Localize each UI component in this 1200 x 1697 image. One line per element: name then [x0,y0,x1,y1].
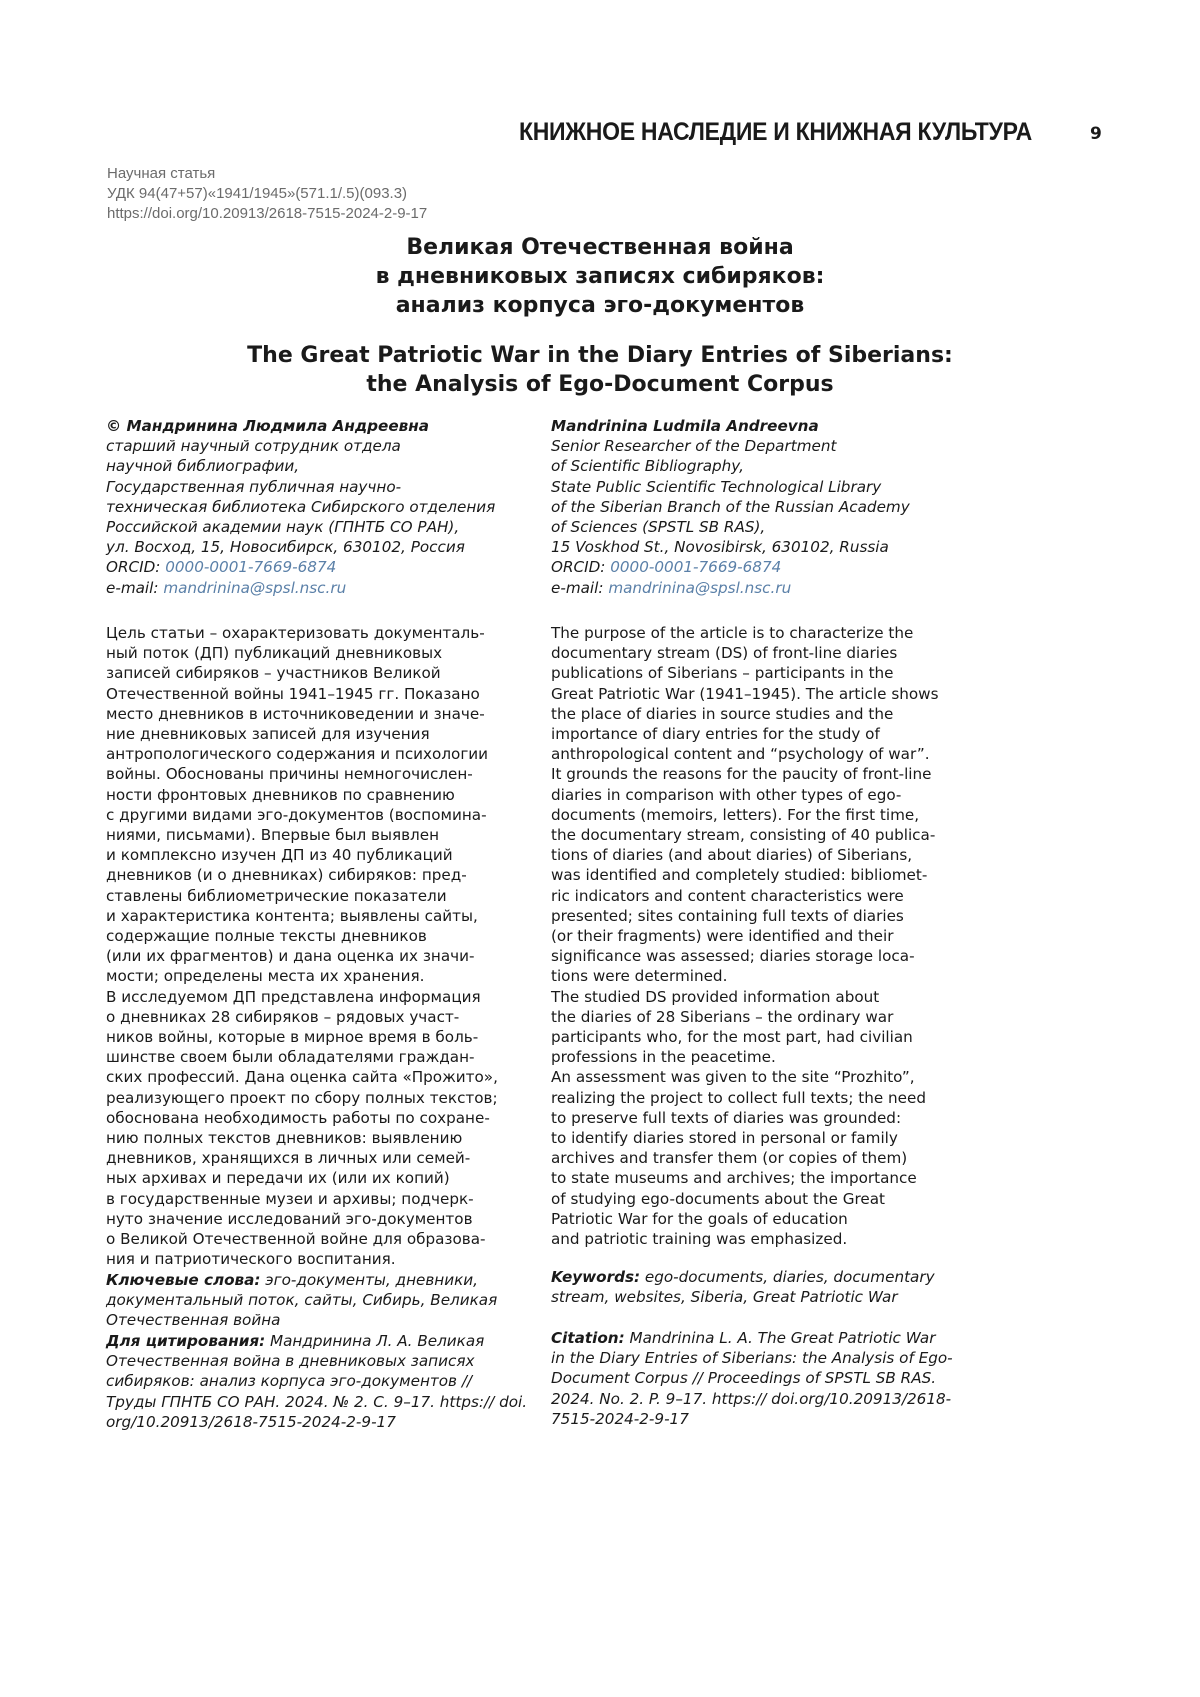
text-line: of Sciences (SPSTL SB RAS), [551,517,910,537]
text-line: нуто значение исследований эго-документов [106,1209,498,1229]
author-name: Mandrinina Ludmila Andreevna [551,416,910,436]
title-line: the Analysis of Ego-Document Corpus [100,370,1100,399]
text-line: ул. Восход, 15, Новосибирск, 630102, Россия [106,537,495,557]
title-en [100,341,1100,399]
text: Отечественная война [106,1311,280,1329]
text-line: с другими видами эго-документов (воспомина- [106,805,498,825]
text-line: В исследуемом ДП представлена информация [106,987,498,1007]
text: Труды ГПНТБ СО РАН. 2024. № 2. С. 9–17. https:// doi. [106,1393,527,1411]
text-line: The studied DS provided information about [551,987,939,1007]
text: документальный поток, сайты, Сибирь, Великая [106,1291,497,1309]
text-line: to state museums and archives; the importance [551,1168,939,1188]
text: Mandrinina L. A. The Great Patriotic War [625,1329,936,1347]
text: stream, websites, Siberia, Great Patriotic War [551,1288,898,1306]
text-line: presented; sites containing full texts of diaries [551,906,939,926]
text-line: of studying ego-documents about the Great [551,1189,939,1209]
abstract-ru [106,623,498,1270]
text-line [551,1409,953,1429]
text-line [551,1348,953,1368]
text-line: participants who, for the most part, had civilian [551,1027,939,1047]
text-line [551,1328,953,1348]
text-line: Отечественной войны 1941–1945 гг. Показано [106,684,498,704]
text-line: importance of diary entries for the study of [551,724,939,744]
text-line: ников войны, которые в мирное время в боль- [106,1027,498,1047]
text-line: старший научный сотрудник отдела [106,436,495,456]
text-line [106,1310,497,1330]
text-line: (или их фрагментов) и дана оценка их значи- [106,946,498,966]
email-link[interactable]: mandrinina@spsl.nsc.ru [163,579,346,597]
text-line: (or their fragments) were identified and their [551,926,939,946]
abstract-en [551,623,939,1249]
text: Отечественная война в дневниковых записях [106,1352,474,1370]
title-line: The Great Patriotic War in the Diary Entries of Siberians: [100,341,1100,370]
text-line: и комплексно изучен ДП из 40 публикаций [106,845,498,865]
text-line: the place of diaries in source studies and the [551,704,939,724]
text: ego-documents, diaries, documentary [640,1268,935,1286]
text-line: дневников, хранящихся в личных или семей- [106,1148,498,1168]
text-line: содержащие полные тексты дневников [106,926,498,946]
text-line [106,1331,527,1351]
text-line: It grounds the reasons for the paucity of front-line [551,764,939,784]
text-line: was identified and completely studied: bibliomet- [551,865,939,885]
text-line: научной библиографии, [106,456,495,476]
author-ru [106,416,495,598]
author-en [551,416,910,598]
text-line: significance was assessed; diaries storage loca- [551,946,939,966]
label: Ключевые слова: [106,1271,260,1289]
text-line: diaries in comparison with other types of ego- [551,785,939,805]
text-line [106,1412,527,1432]
text-line [551,1287,935,1307]
text: 2024. No. 2. P. 9–17. https:// doi.org/10.20913/2618- [551,1390,951,1408]
text: in the Diary Entries of Siberians: the Analysis of Ego- [551,1349,953,1367]
text-line: о дневниках 28 сибиряков – рядовых участ- [106,1007,498,1027]
article-type: Научная статья [107,164,427,184]
text-line: ставлены библиометрические показатели [106,886,498,906]
text-line: Senior Researcher of the Department [551,436,910,456]
section-header: КНИЖНОЕ НАСЛЕДИЕ И КНИЖНАЯ КУЛЬТУРА [469,118,1032,147]
text-line: ный поток (ДП) публикаций дневниковых [106,643,498,663]
keywords-en [551,1267,935,1307]
title-line: Великая Отечественная война [100,233,1100,262]
text-line: место дневников в источниковедении и значе- [106,704,498,724]
article-meta [107,164,427,224]
text-line: The purpose of the article is to characterize the [551,623,939,643]
text-line: мости; определены места их хранения. [106,966,498,986]
text-line: State Public Scientific Technological Library [551,477,910,497]
orcid-link[interactable]: 0000-0001-7669-6874 [610,558,781,576]
text-line [106,1270,497,1290]
text-line: ности фронтовых дневников по сравнению [106,785,498,805]
text-line: обоснована необходимость работы по сохране- [106,1108,498,1128]
text-line: ния и патриотического воспитания. [106,1249,498,1269]
text-line: войны. Обоснованы причины немногочислен- [106,764,498,784]
text-line: professions in the peacetime. [551,1047,939,1067]
email-label: e-mail: [106,579,158,597]
text-line: 15 Voskhod St., Novosibirsk, 630102, Russia [551,537,910,557]
text-line: ниями, письмами). Впервые был выявлен [106,825,498,845]
text-line: дневников (и о дневниках) сибиряков: пред- [106,865,498,885]
text-line: ных архивах и передачи их (или их копий) [106,1168,498,1188]
text: Мандринина Л. А. Великая [265,1332,484,1350]
text-line [106,1371,527,1391]
text-line [106,1392,527,1412]
email-label: e-mail: [551,579,603,597]
text-line: documents (memoirs, letters). For the first time, [551,805,939,825]
text-line: to identify diaries stored in personal or family [551,1128,939,1148]
text-line: шинстве своем были обладателями граждан- [106,1047,498,1067]
text-line: An assessment was given to the site “Prozhito”, [551,1067,939,1087]
text-line: archives and transfer them (or copies of them) [551,1148,939,1168]
text: эго-документы, дневники, [260,1271,478,1289]
udk: УДК 94(47+57)«1941/1945»(571.1/.5)(093.3) [107,184,427,204]
text-line: Государственная публичная научно- [106,477,495,497]
text-line [551,1368,953,1388]
author-name: © Мандринина Людмила Андреевна [106,416,495,436]
orcid-label: ORCID: [106,558,160,576]
text-line: and patriotic training was emphasized. [551,1229,939,1249]
text-line: of the Siberian Branch of the Russian Academy [551,497,910,517]
text-line [106,1351,527,1371]
doi-link[interactable]: https://doi.org/10.20913/2618-7515-2024-2-9-17 [107,204,427,224]
text-line: ric indicators and content characteristics were [551,886,939,906]
orcid-link[interactable]: 0000-0001-7669-6874 [165,558,336,576]
text: org/10.20913/2618-7515-2024-2-9-17 [106,1413,396,1431]
text-line: записей сибиряков – участников Великой [106,663,498,683]
text-line: Российской академии наук (ГПНТБ СО РАН), [106,517,495,537]
text-line [551,1267,935,1287]
text-line: ских профессий. Дана оценка сайта «Прожито», [106,1067,498,1087]
text-line: о Великой Отечественной войне для образова- [106,1229,498,1249]
text-line: the diaries of 28 Siberians – the ordinary war [551,1007,939,1027]
text-line: publications of Siberians – participants in the [551,663,939,683]
title-line: в дневниковых записях сибиряков: [100,262,1100,291]
text-line [106,1290,497,1310]
text-line: в государственные музеи и архивы; подчерк- [106,1189,498,1209]
text-line: realizing the project to collect full texts; the need [551,1088,939,1108]
text-line: Цель статьи – охарактеризовать документаль- [106,623,498,643]
text-line: и характеристика контента; выявлены сайты, [106,906,498,926]
text-line: Great Patriotic War (1941–1945). The article shows [551,684,939,704]
text: Document Corpus // Proceedings of SPSTL SB RAS. [551,1369,936,1387]
text-line: нию полных текстов дневников: выявлению [106,1128,498,1148]
title-ru [100,233,1100,320]
text-line: to preserve full texts of diaries was grounded: [551,1108,939,1128]
text-line: documentary stream (DS) of front-line diaries [551,643,939,663]
label: Keywords: [551,1268,640,1286]
text-line: the documentary stream, consisting of 40 publica- [551,825,939,845]
text-line: антропологического содержания и психологии [106,744,498,764]
label: Для цитирования: [106,1332,265,1350]
text-line: Patriotic War for the goals of education [551,1209,939,1229]
orcid-label: ORCID: [551,558,605,576]
text: 7515-2024-2-9-17 [551,1410,689,1428]
email-link[interactable]: mandrinina@spsl.nsc.ru [608,579,791,597]
label: Citation: [551,1329,625,1347]
title-line: анализ корпуса эго-документов [100,291,1100,320]
citation-ru [106,1331,527,1432]
text-line: tions of diaries (and about diaries) of Siberians, [551,845,939,865]
keywords-ru [106,1270,497,1331]
text-line: техническая библиотека Сибирского отделения [106,497,495,517]
text: сибиряков: анализ корпуса эго-документов // [106,1372,472,1390]
text-line [551,1389,953,1409]
text-line: anthropological content and “psychology of war”. [551,744,939,764]
text-line: of Scientific Bibliography, [551,456,910,476]
text-line: реализующего проект по сбору полных текстов; [106,1088,498,1108]
text-line: ние дневниковых записей для изучения [106,724,498,744]
citation-en [551,1328,953,1429]
page-number: 9 [1090,124,1102,144]
text-line: tions were determined. [551,966,939,986]
